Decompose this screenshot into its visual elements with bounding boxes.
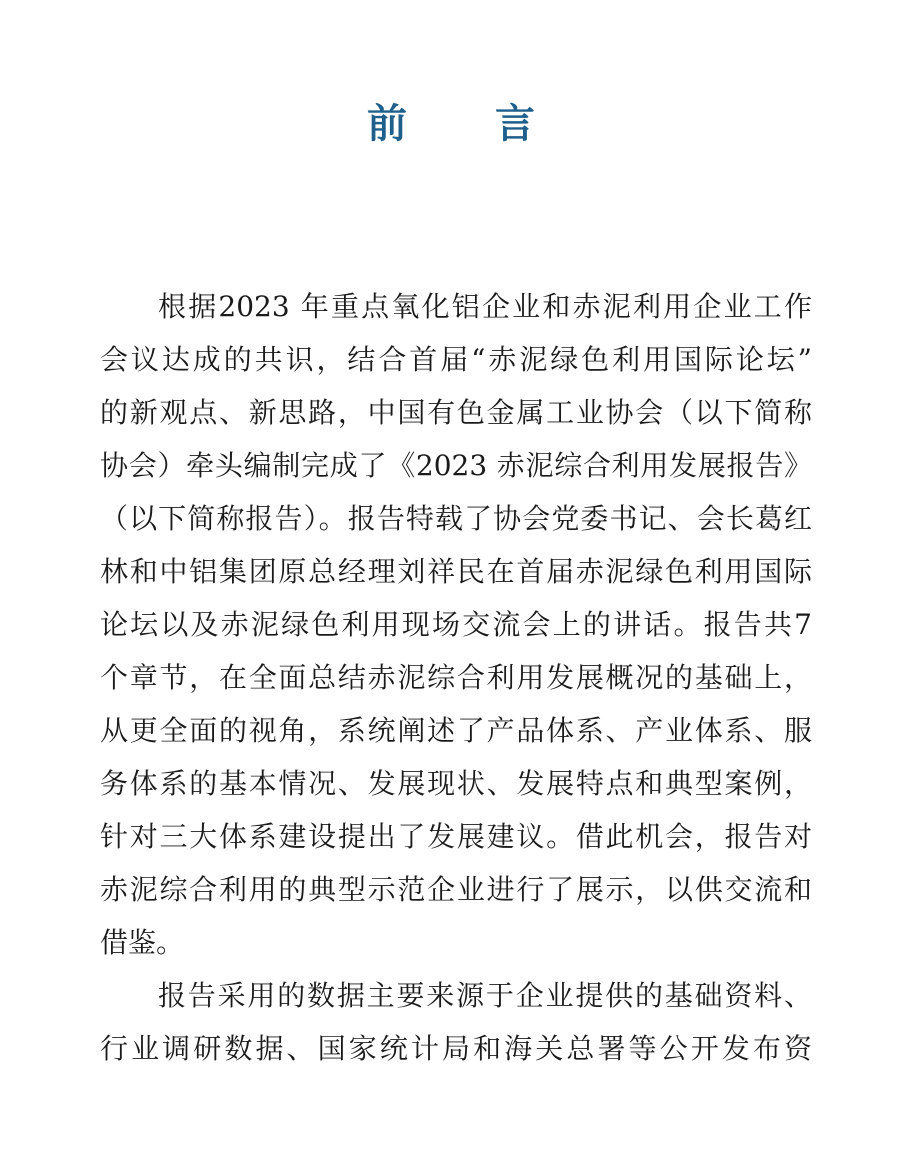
paragraph-line: 从更全面的视角，系统阐述了产品体系、产业体系、服 [100,714,812,747]
paragraph-line: 论坛以及赤泥绿色利用现场交流会上的讲话。报告共7 [100,608,812,641]
paragraph-line: 行业调研数据、国家统计局和海关总署等公开发布资 [100,1032,812,1065]
paragraph-line: 报告采用的数据主要来源于企业提供的基础资料、 [158,979,812,1012]
body-text [100,280,812,1075]
paragraph-line: 赤泥综合利用的典型示范企业进行了展示，以供交流和 [100,873,812,906]
page-title [0,98,902,150]
paragraph-line: 的新观点、新思路，中国有色金属工业协会（以下简称 [100,396,812,429]
paragraph-line: 会议达成的共识，结合首届“赤泥绿色利用国际论坛” [100,343,812,376]
paragraph-line: 务体系的基本情况、发展现状、发展特点和典型案例， [100,767,812,800]
paragraph-line: （以下简称报告）。报告特载了协会党委书记、会长葛红 [100,502,812,535]
paragraph-line: 协会）牵头编制完成了《2023 赤泥综合利用发展报告》 [100,449,812,482]
page-title-char-1: 前 [367,100,407,147]
paragraph-2 [100,969,812,1075]
page-title-char-2: 言 [495,100,535,147]
paragraph-line: 林和中铝集团原总经理刘祥民在首届赤泥绿色利用国际 [100,555,812,588]
paragraph-line: 个章节，在全面总结赤泥综合利用发展概况的基础上， [100,661,812,694]
paragraph-1 [100,280,812,969]
paragraph-line: 根据2023 年重点氧化铝企业和赤泥利用企业工作 [158,290,812,323]
paragraph-line: 借鉴。 [100,926,185,959]
paragraph-line: 针对三大体系建设提出了发展建议。借此机会，报告对 [100,820,812,853]
